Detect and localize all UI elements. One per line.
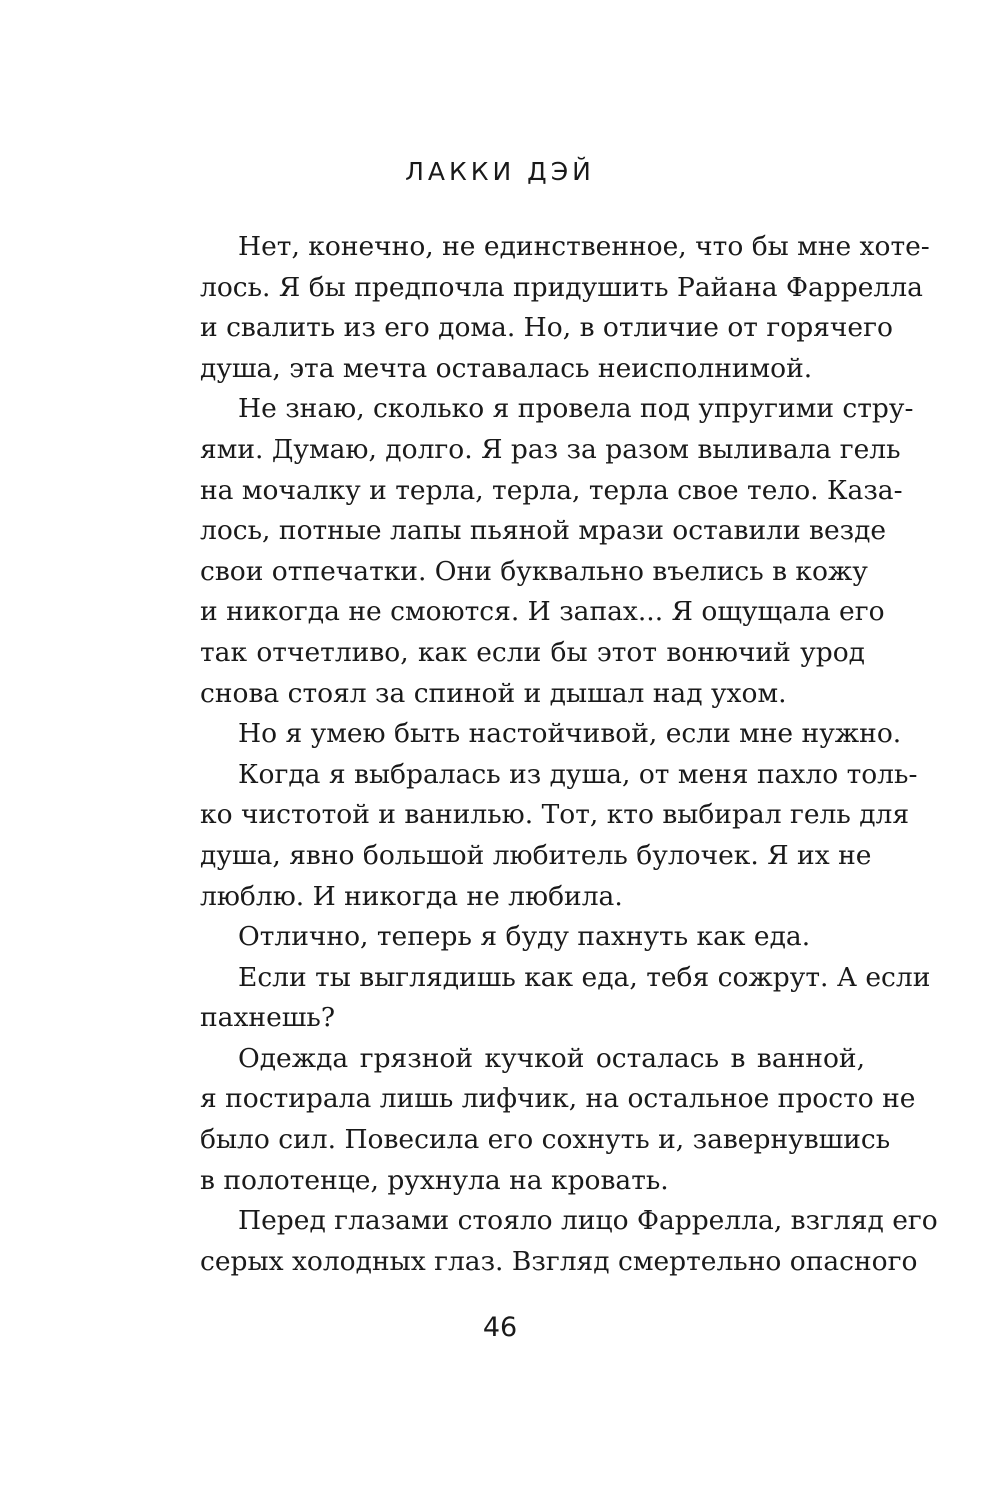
paragraph <box>200 917 865 958</box>
text-line: лось, потные лапы пьяной мрази оставили везде <box>200 515 887 547</box>
text-line: и никогда не смоются. И запах... Я ощущала его <box>200 596 885 628</box>
text-line: свои отпечатки. Они буквально въелись в кожу <box>200 555 868 587</box>
paragraph <box>200 714 902 755</box>
text-line: снова стоял за спиной и дышал над ухом. <box>200 677 787 709</box>
text-line: душа, явно большой любитель булочек. Я их не <box>200 839 872 871</box>
text-line: Одежда грязной кучкой осталась в ванной, <box>238 1042 865 1074</box>
text-line: душа, эта мечта оставалась неисполнимой. <box>200 352 813 384</box>
text-line: и свалить из его дома. Но, в отличие от горячего <box>200 312 893 344</box>
text-line: ями. Думаю, долго. Я раз за разом выливала гель <box>200 433 901 465</box>
text-line: лось. Я бы предпочла придушить Райана Фаррелла <box>200 271 923 303</box>
text-line: Не знаю, сколько я провела под упругими стру- <box>238 393 914 425</box>
text-line: в полотенце, рухнула на кровать. <box>200 1164 669 1196</box>
text-line: пахнешь? <box>200 1002 336 1034</box>
text-line: Когда я выбралась из душа, от меня пахло толь- <box>238 758 918 790</box>
text-line: Отлично, теперь я буду пахнуть как еда. <box>238 921 811 953</box>
text-line: я постирала лишь лифчик, на остальное просто не <box>200 1083 916 1115</box>
paragraph <box>200 958 931 1039</box>
text-line: Если ты выглядишь как еда, тебя сожрут. А если <box>238 961 931 993</box>
paragraph <box>200 389 914 714</box>
text-line: серых холодных глаз. Взгляд смертельно опасного <box>200 1245 918 1277</box>
paragraph <box>200 755 918 917</box>
text-line: Перед глазами стояло лицо Фаррелла, взгляд его <box>238 1205 938 1237</box>
body-text <box>200 227 938 1282</box>
text-line: Нет, конечно, не единственное, что бы мне хоте- <box>238 231 930 262</box>
paragraph <box>200 227 930 389</box>
paragraph <box>200 1039 916 1201</box>
text-line: Но я умею быть настойчивой, если мне нужно. <box>238 718 902 750</box>
text-line: на мочалку и терла, терла, терла свое тело. Каза- <box>200 474 903 506</box>
text-line: ко чистотой и ванилью. Тот, кто выбирал гель для <box>200 799 910 831</box>
text-line: было сил. Повесила его сохнуть и, завернувшись <box>200 1124 891 1156</box>
text-line: так отчетливо, как если бы этот вонючий урод <box>200 636 865 668</box>
text-line: люблю. И никогда не любила. <box>200 880 623 912</box>
page-number: 46 <box>482 1312 518 1343</box>
running-head: ЛАККИ ДЭЙ <box>405 157 595 186</box>
paragraph <box>200 1201 938 1282</box>
